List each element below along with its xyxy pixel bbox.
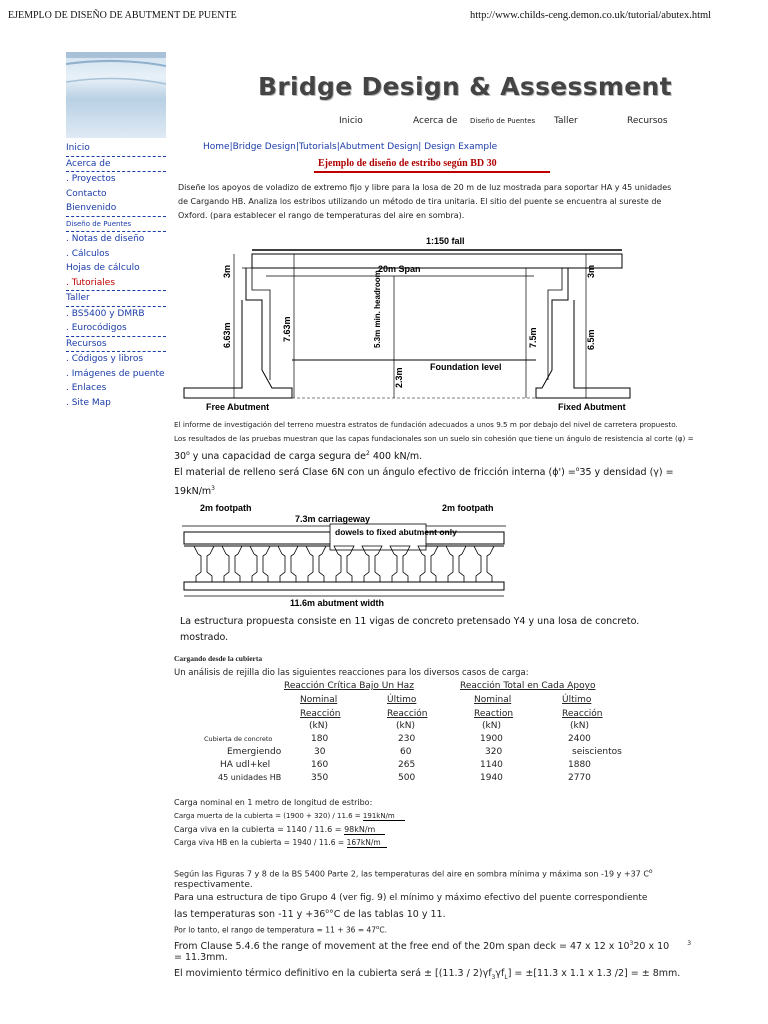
soil-paragraph-1: El informe de investigación del terreno muestra estratos de fundación adecuados a unos 9.5 m por debajo del nivel de carretera propuesto. xyxy=(174,420,678,429)
live-load-text: Carga viva en la cubierta = 1140 / 11.6 = xyxy=(174,825,342,834)
degree-symbol: o xyxy=(648,868,653,875)
table-row-label: 45 unidades HB xyxy=(218,773,282,782)
sidebar-item-acerca[interactable]: Acerca de xyxy=(66,158,111,169)
table-cell: 60 xyxy=(400,747,412,757)
beams-group xyxy=(194,546,494,582)
fig2-carriageway: 7.3m carriageway xyxy=(295,514,371,524)
sidebar-item-bienvenido[interactable]: Bienvenido xyxy=(66,203,117,213)
dead-load-line xyxy=(174,812,405,820)
fig1-h23: 2.3m xyxy=(394,367,404,388)
hb-load-line xyxy=(174,838,387,847)
live-load-result: 98kN/m xyxy=(344,825,385,835)
sidebar-item-taller[interactable]: Taller xyxy=(66,293,90,303)
fig2-width: 11.6m abutment width xyxy=(290,598,385,608)
table-row-label: HA udl+kel xyxy=(220,760,271,770)
table-cell: 1900 xyxy=(480,734,503,744)
sidebar-item-codigos[interactable]: . Códigos y libros xyxy=(66,354,144,364)
live-load-line xyxy=(174,825,385,834)
table-unit-3: (kN) xyxy=(482,721,501,731)
fig1-foundation: Foundation level xyxy=(430,362,502,372)
table-row-label: Cubierta de concreto xyxy=(204,735,273,743)
clause-exponent: 3 xyxy=(629,940,634,947)
table-header-reaccion-2: Reacción xyxy=(387,709,428,719)
clause-exponent-2: 3 xyxy=(687,940,692,947)
y4-beam xyxy=(334,546,354,582)
y4-beam xyxy=(278,546,298,582)
table-row-label: Emergiendo xyxy=(227,747,282,757)
degree-symbol: o xyxy=(325,908,329,915)
grillage-paragraph: Un análisis de rejilla dio las siguientes reacciones para los diversos casos de carga: xyxy=(174,668,529,678)
temp-paragraph-3 xyxy=(174,908,446,920)
sidebar-item-diseno[interactable]: Diseño de Puentes xyxy=(66,219,132,228)
fig2-footpath-left: 2m footpath xyxy=(200,503,252,513)
table-cell: 500 xyxy=(398,773,416,783)
fig1-h663: 6.63m xyxy=(222,322,232,348)
page-url: http://www.childs-ceng.demon.co.uk/tutorial/abutex.html xyxy=(470,10,712,21)
sidebar-item-tutoriales[interactable]: . Tutoriales xyxy=(66,277,116,288)
table-header-reaccion-1: Reacción xyxy=(300,709,341,719)
y4-beam xyxy=(250,546,270,582)
temp-respectively: respectivamente. xyxy=(174,880,253,890)
table-cell: 160 xyxy=(311,760,329,770)
hb-load-result: 167kN/m xyxy=(347,838,387,848)
sidebar-item-enlaces[interactable]: . Enlaces xyxy=(66,383,107,393)
heading-underline xyxy=(314,171,550,173)
table-cell: 1940 xyxy=(480,773,503,783)
structure-paragraph: La estructura propuesta consiste en 11 vigas de concreto pretensado Y4 y una losa de concreto. mostrado. xyxy=(180,616,640,643)
sidebar-item-hojas[interactable]: Hojas de cálculo xyxy=(66,263,140,273)
bearing-exponent: 2 xyxy=(366,450,370,457)
fig2-dowels: dowels to fixed abutment only xyxy=(335,527,457,537)
temp-text-3: las temperaturas son -11 y +36 xyxy=(174,909,326,921)
fill-density: 19kN/m xyxy=(174,486,212,498)
loading-title: Cargando desde la cubierta xyxy=(174,654,263,663)
phi-value: 30 xyxy=(174,451,187,463)
temp-text-4: Por lo tanto, el rango de temperatura = 11 + 36 = 47 xyxy=(174,925,377,935)
table-header-reaccion-4: Reacción xyxy=(562,709,603,719)
y4-beam xyxy=(194,546,214,582)
table-unit-4: (kN) xyxy=(570,721,589,731)
table-header-ultimo-2: Último xyxy=(562,695,592,705)
table-cell: 2770 xyxy=(568,773,591,783)
table-cell: seiscientos xyxy=(572,747,622,757)
thermal-sub-l: L xyxy=(504,973,508,981)
table-cell: 265 xyxy=(398,760,416,770)
table-unit-1: (kN) xyxy=(309,721,328,731)
sidebar-item-imagenes[interactable]: . Imágenes de puente xyxy=(66,368,165,379)
y4-beam xyxy=(306,546,326,582)
bearing-value: 400 kN/m. xyxy=(372,451,423,463)
temp-paragraph-4 xyxy=(174,925,387,935)
table-cell: 1140 xyxy=(480,760,503,770)
topnav-recursos[interactable]: Recursos xyxy=(627,116,668,126)
temp-text-3b: °C de las tablas 10 y 11. xyxy=(329,909,446,921)
breadcrumb[interactable]: Home|Bridge Design|Tutorials|Abutment Design| Design Example xyxy=(203,142,498,152)
sidebar-item-eurocodigos[interactable]: . Eurocódigos xyxy=(66,323,127,333)
clause-text: From Clause 5.4.6 the range of movement at the free end of the 20m span deck = 47 x 12 x 10 xyxy=(174,941,630,953)
y4-beam xyxy=(418,546,438,582)
sidebar-item-calculos[interactable]: . Cálculos xyxy=(66,248,110,259)
table-cell: 1880 xyxy=(568,760,591,770)
nominal-load-title: Carga nominal en 1 metro de longitud de estribo: xyxy=(174,798,373,807)
sidebar-item-inicio[interactable]: Inicio xyxy=(66,143,90,153)
y4-beam xyxy=(222,546,242,582)
table-header-nominal-2: Nominal xyxy=(474,695,512,705)
abutment-elevation-drawing xyxy=(182,230,634,420)
fig1-free-abutment: Free Abutment xyxy=(206,402,270,412)
banner-image xyxy=(66,52,166,138)
fig1-h763: 7.63m xyxy=(282,316,292,342)
table-header-reaction-3: Reaction xyxy=(474,709,514,719)
thermal-text: El movimiento térmico definitivo en la cubierta será ± [(11.3 / 2)γf xyxy=(174,968,492,979)
fig1-fixed-abutment: Fixed Abutment xyxy=(558,402,626,412)
banner-title: Bridge Design & Assessment xyxy=(258,72,672,101)
temp-text-4b: C. xyxy=(379,925,388,935)
topnav-acerca[interactable]: Acerca de xyxy=(413,116,458,126)
topnav-inicio[interactable]: Inicio xyxy=(339,116,363,126)
topnav-diseno[interactable]: Diseño de Puentes xyxy=(470,117,536,125)
sidebar-item-recursos[interactable]: Recursos xyxy=(66,338,107,349)
fig1-h75: 7.5m xyxy=(528,327,538,348)
table-cell: 320 xyxy=(485,747,503,757)
thermal-paragraph xyxy=(174,968,704,981)
degree-symbol: o xyxy=(186,450,190,457)
degree-symbol: o xyxy=(575,466,580,473)
sidebar xyxy=(66,141,166,410)
table-header-nominal: Nominal xyxy=(300,695,338,705)
y4-beam xyxy=(474,546,494,582)
deck-cross-section-drawing xyxy=(180,500,510,612)
page-heading: Ejemplo de diseño de estribo según BD 30 xyxy=(318,158,497,169)
topnav-taller[interactable]: Taller xyxy=(554,116,578,126)
thermal-text-c: ] = ±[11.3 x 1.1 x 1.3 /2] = ± 8mm. xyxy=(507,968,681,979)
y4-beam xyxy=(390,546,410,582)
intro-paragraph: Diseñe los apoyos de voladizo de extremo fijo y libre para la losa de 20 m de luz mostrada para soportar HA y 45 unidades de Cargando HB. Analiza los estribos utilizando un método de tira unitaria. El sitio del puente se encuentra al sureste de Oxford. (para establecer el rango de temperaturas del aire en sombra). xyxy=(178,183,672,220)
fill-paragraph xyxy=(174,462,694,500)
sidebar-item-notas[interactable]: . Notas de diseño xyxy=(66,234,145,244)
document-title: EJEMPLO DE DISEÑO DE ABUTMENT DE PUENTE xyxy=(8,10,237,21)
sidebar-item-bs5400[interactable]: . BS5400 y DMRB xyxy=(66,308,145,319)
bearing-capacity-text: y una capacidad de carga segura de xyxy=(192,451,367,463)
fig1-span-label: 20m Span xyxy=(378,264,421,274)
clause-text-b: 20 x 10 xyxy=(633,941,670,953)
clause-paragraph xyxy=(174,940,694,963)
temp-paragraph-2: Para una estructura de tipo Grupo 4 (ver fig. 9) el mínimo y máximo efectivo del puente correspondiente xyxy=(174,893,648,903)
degree-symbol: o xyxy=(376,925,380,931)
clause-result: = 11.3mm. xyxy=(174,952,228,964)
banner-wave-graphic xyxy=(66,52,166,138)
sidebar-item-contacto[interactable]: Contacto xyxy=(66,188,107,199)
table-cell: 180 xyxy=(311,734,329,744)
y4-beam xyxy=(446,546,466,582)
table-cell: 350 xyxy=(311,773,329,783)
dead-load-result: 191kN/m xyxy=(363,812,405,821)
table-header-ultimo: Último xyxy=(387,695,417,705)
fig1-headroom: 5.3m min. headroom xyxy=(373,270,382,348)
sidebar-item-proyectos[interactable]: . Proyectos xyxy=(66,174,116,184)
reactions-table xyxy=(174,681,644,791)
dead-load-text: Carga muerta de la cubierta = (1900 + 320) / 11.6 = xyxy=(174,812,361,820)
table-unit-2: (kN) xyxy=(396,721,415,731)
fill-text-b: 35 y densidad (γ) = xyxy=(579,467,674,479)
fig1-left-3m: 3m xyxy=(222,264,232,278)
fig1-fall-label: 1:150 fall xyxy=(426,236,465,246)
density-exponent: 3 xyxy=(211,485,215,493)
fig2-footpath-right: 2m footpath xyxy=(442,503,494,513)
sidebar-item-sitemap[interactable]: . Site Map xyxy=(66,397,111,408)
hb-load-text: Carga viva HB en la cubierta = 1940 / 11.6 = xyxy=(174,838,345,847)
fill-text: El material de relleno será Clase 6N con un ángulo efectivo de fricción interna (ϕ') = xyxy=(174,467,576,479)
table-group-2: Reacción Total en Cada Apoyo xyxy=(460,681,596,691)
y4-beam xyxy=(362,546,382,582)
table-cell: 30 xyxy=(314,747,326,757)
table-group-1: Reacción Crítica Bajo Un Haz xyxy=(284,681,414,691)
thermal-text-b: γf xyxy=(495,968,505,979)
table-cell: 2400 xyxy=(568,734,591,744)
temp-text-1: Según las Figuras 7 y 8 de la BS 5400 Parte 2, las temperaturas del aire en sombra mínima y máxima son -19 y +37 C xyxy=(174,869,649,879)
fig1-h65: 6.5m xyxy=(586,329,596,350)
thermal-sub-3: 3 xyxy=(491,973,496,981)
temp-paragraph-1 xyxy=(174,868,694,879)
table-cell: 230 xyxy=(398,734,416,744)
soil-paragraph-2: Los resultados de las pruebas muestran que las capas fundacionales son un suelo sin cohesión que tiene un ángulo de resistencia al corte (φ) = xyxy=(174,434,694,443)
fig1-right-3m: 3m xyxy=(586,264,596,278)
